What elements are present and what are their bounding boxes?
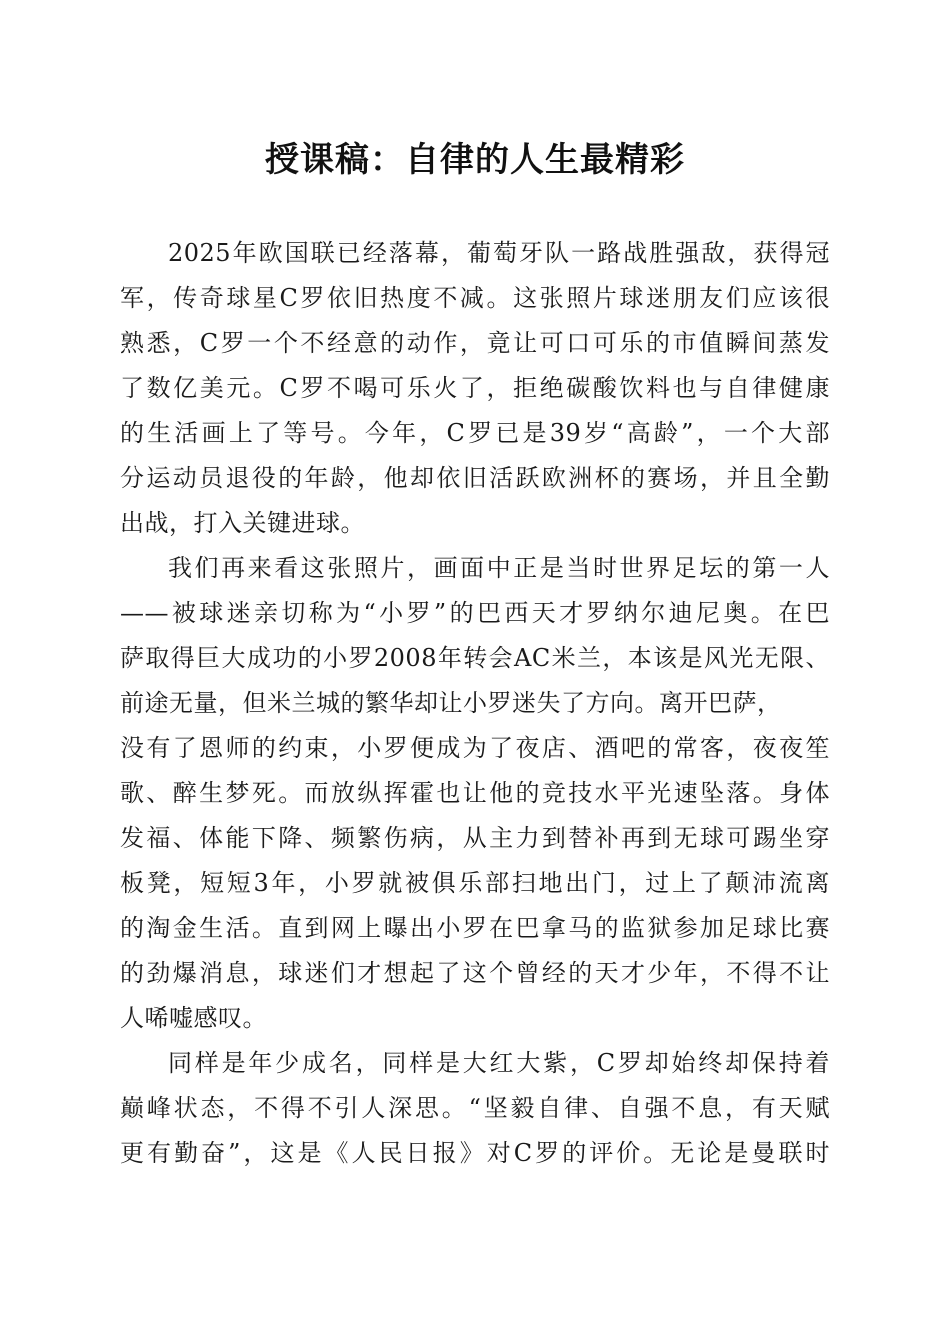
text-line: 2025年欧国联已经落幕，葡萄牙队一路战胜强敌，获得冠 xyxy=(168,239,830,267)
paragraph-1 xyxy=(120,231,830,546)
text-line: 萨取得巨大成功的小罗2008年转会AC米兰，本该是风光无限、 xyxy=(120,644,830,672)
document-title: 授课稿：自律的人生最精彩 xyxy=(265,140,685,180)
text-line: 发福、体能下降、频繁伤病，从主力到替补再到无球可踢坐穿 xyxy=(120,824,830,852)
text-line: 了数亿美元。C罗不喝可乐火了，拒绝碳酸饮料也与自律健康 xyxy=(120,374,830,402)
text-line: 前途无量，但米兰城的繁华却让小罗迷失了方向。离开巴萨， xyxy=(120,689,782,717)
text-line: 的生活画上了等号。今年，C罗已是39岁“高龄”，一个大部 xyxy=(120,419,830,447)
text-line: ——被球迷亲切称为“小罗”的巴西天才罗纳尔迪尼奥。在巴 xyxy=(120,599,830,627)
text-line: 更有勤奋”，这是《人民日报》对C罗的评价。无论是曼联时 xyxy=(120,1139,830,1167)
text-line: 的淘金生活。直到网上曝出小罗在巴拿马的监狱参加足球比赛 xyxy=(120,914,830,942)
text-line: 军，传奇球星C罗依旧热度不减。这张照片球迷朋友们应该很 xyxy=(120,284,830,312)
document-body xyxy=(120,231,830,1176)
paragraph-2 xyxy=(120,546,830,1041)
text-line: 分运动员退役的年龄，他却依旧活跃欧洲杯的赛场，并且全勤 xyxy=(120,464,830,492)
text-line: 巅峰状态，不得不引人深思。“坚毅自律、自强不息，有天赋 xyxy=(120,1094,830,1122)
text-line: 没有了恩师的约束，小罗便成为了夜店、酒吧的常客，夜夜笙 xyxy=(120,734,830,762)
text-line: 同样是年少成名，同样是大红大紫，C罗却始终却保持着 xyxy=(168,1049,830,1077)
text-line: 歌、醉生梦死。而放纵挥霍也让他的竞技水平光速坠落。身体 xyxy=(120,779,830,807)
text-line: 的劲爆消息，球迷们才想起了这个曾经的天才少年，不得不让 xyxy=(120,959,830,987)
text-line: 出战，打入关键进球。 xyxy=(120,509,365,537)
text-line: 人唏嘘感叹。 xyxy=(120,1004,267,1032)
paragraph-3 xyxy=(120,1041,830,1176)
text-line: 我们再来看这张照片，画面中正是当时世界足坛的第一人 xyxy=(168,554,830,582)
text-line: 熟悉，C罗一个不经意的动作，竟让可口可乐的市值瞬间蒸发 xyxy=(120,329,830,357)
text-line: 板凳，短短3年，小罗就被俱乐部扫地出门，过上了颠沛流离 xyxy=(120,869,830,897)
